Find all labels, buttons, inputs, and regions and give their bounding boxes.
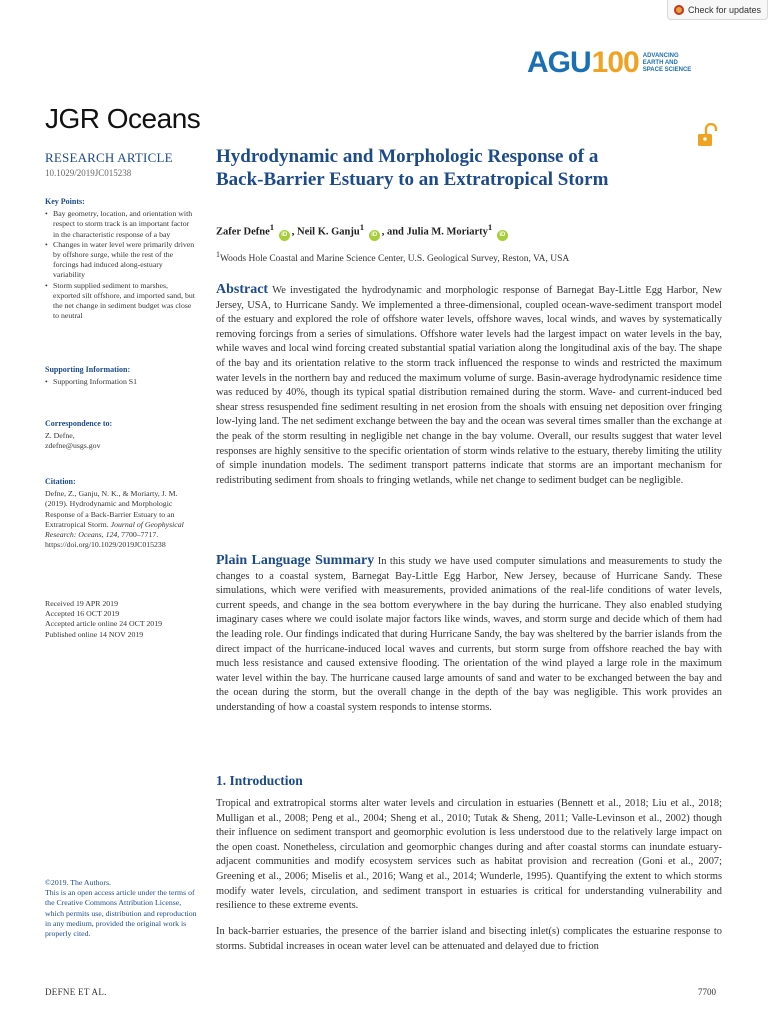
correspondence-heading: Correspondence to: xyxy=(45,419,113,428)
agu-100-logo xyxy=(527,48,691,78)
agu-tagline-line: EARTH AND xyxy=(642,59,678,66)
check-for-updates-button[interactable] xyxy=(667,0,768,20)
key-point-item: • Bay geometry, location, and orientation with respect to storm track is an important factor in the characteristic response of a bay xyxy=(53,209,195,240)
author-name: Zafer Defne xyxy=(216,226,270,238)
supporting-information-section xyxy=(45,365,195,387)
date-accepted: Accepted 16 OCT 2019 xyxy=(45,609,120,619)
citation-main: Defne, Z., Ganju, N. K., & Moriarty, J. M. (2019). Hydrodynamic and Morphologic Response of a Back-Barrier Estuary to an Extratropical Storm. xyxy=(45,489,178,529)
citation-section xyxy=(45,477,193,550)
agu-logo-tagline xyxy=(643,53,692,74)
date-published: Published online 14 NOV 2019 xyxy=(45,629,144,639)
license-text: This is an open access article under the terms of the Creative Commons Attribution License, which permits use, distribution and reproduction in any medium, provided the original work is properly cited. xyxy=(45,888,197,939)
abstract-heading: Abstract xyxy=(216,282,269,297)
introduction-paragraph: In back-barrier estuaries, the presence of the barrier island and bisecting inlet(s) complicates the estuarine response to storms. Subtidal increases in ocean water level can be attenuated and delayed due to friction xyxy=(216,926,722,952)
author-affiliation-sup: 1 xyxy=(487,222,493,232)
author-name: , and Julia M. Moriarty xyxy=(381,226,488,238)
affiliation-text: Woods Hole Coastal and Marine Science Center, U.S. Geological Survey, Reston, VA, USA xyxy=(219,254,570,265)
article-title: Hydrodynamic and Morphologic Response of a Back-Barrier Estuary to an Extratropical Storm xyxy=(216,146,609,190)
page-number: 7700 xyxy=(698,987,716,997)
plain-language-summary-text: In this study we have used computer simulations and measurements to study the changes to a coastal system, Barnegat Bay-Little Egg Harbor, New Jersey, because of Hurricane Sandy. These simulations, which were verified with measurements, provided animations of the real-life conditions of water levels, current speeds, and change in the sea bottom everywhere in the bay during the hurricane. They also enabled studying imaginary cases where we could isolate major factors like winds, waves, and storm surge and decide which of them had the leading role. Our findings indicated that during Hurricane Sandy, the bay was sheltered by the barrier islands from the direct impact of the hurricane-induced local waves and currents, but storm surge from offshore reached the bay with much less resistance and caused extensive flooding. The orientation of the wind played a large role in the maximum water level within the bay. The hurricane caused large amounts of sand and water to be exchanged between the bay and the ocean during the storm, but the overall change in the depth of the bay was negligible. This work provides an understanding of how a coastal system responds to intense storms. xyxy=(216,556,722,713)
author-list xyxy=(216,222,722,241)
agu-logo-100: 100 xyxy=(591,46,639,79)
agu-tagline-line: ADVANCING xyxy=(642,52,679,59)
citation-pages-doi: , 7700–7717. https://doi.org/10.1029/2019JC015238 xyxy=(45,530,166,550)
orcid-icon[interactable]: iD xyxy=(369,230,380,241)
article-dates xyxy=(45,599,195,640)
supporting-information-link[interactable]: • Supporting Information S1 xyxy=(53,377,195,387)
plain-language-summary-heading: Plain Language Summary xyxy=(216,553,375,568)
author-name: , Neil K. Ganju xyxy=(291,226,360,238)
introduction-heading: 1. Introduction xyxy=(216,773,303,788)
supporting-information-heading: Supporting Information: xyxy=(45,365,131,374)
correspondence-email[interactable]: zdefne@usgs.gov xyxy=(45,441,101,451)
open-access-lock-icon xyxy=(697,123,719,147)
abstract-text: We investigated the hydrodynamic and morphologic response of Barnegat Bay-Little Egg Harbor, New Jersey, USA, to Hurricane Sandy. We implemented a three-dimensional, coupled ocean-wave-sediment transport model of the estuary and explored the role of offshore water levels, offshore waves, local winds, and waves by systematically removing forcings from a series of simulations. Offshore water levels had the largest impact on water levels in the bay, while waves and local wind forcing created substantial spatial variation along the longitudinal axis of the bay. The shape of the bay and its orientation relative to the storm track influenced the response to winds and restricted the maximum water levels in the northern bay and reduced the maximum volume of surge. Basin-average hydrodynamic residence time was reduced by 40%, though its typical spatial distribution remained during the storm. Wave- and current-induced bed shear stress resuspended fine sediment resulting in net erosion from the shoals with ensuing net deposition over fringing low-lying land. The net sediment exchange between the bay and the ocean was several times smaller than the exchange at the peak of the storm resulting in negligible net change in the bay volume. Overall, our results suggest that water level responses are highly sensitive to the specific orientation of storm winds relative to the estuary, thereby limiting the utility of simple inundation models. The sediment transport patterns indicate that storms are an important mechanism for redistributing sediment from shoals to fringing wetlands, while net change to sediment budget can be negligible. xyxy=(216,285,722,486)
citation-heading: Citation: xyxy=(45,477,76,486)
author-affiliation-sup: 1 xyxy=(269,222,275,232)
key-points-heading: Key Points: xyxy=(45,197,85,206)
author-affiliation-sup: 1 xyxy=(359,222,365,232)
footer-authors: DEFNE ET AL. xyxy=(45,987,107,997)
correspondence-name: Z. Defne, xyxy=(45,431,75,441)
orcid-icon[interactable]: iD xyxy=(497,230,508,241)
agu-tagline-line: SPACE SCIENCE xyxy=(642,66,692,73)
citation-journal: Journal of Geophysical Research: Oceans xyxy=(45,519,184,540)
citation-text xyxy=(45,489,193,550)
check-updates-label: Check for updates xyxy=(688,4,762,15)
correspondence-section xyxy=(45,419,195,452)
key-point-item: • Changes in water level were primarily driven by offshore surge, while the rest of the forcings had induced along-estuary variability xyxy=(53,240,195,281)
key-points-section xyxy=(45,197,195,321)
citation-sep: , xyxy=(101,530,106,540)
affiliation xyxy=(216,250,722,264)
copyright-notice xyxy=(45,878,197,939)
date-accepted-online: Accepted article online 24 OCT 2019 xyxy=(45,619,162,629)
article-type-label: RESEARCH ARTICLE xyxy=(45,150,173,165)
date-received: Received 19 APR 2019 xyxy=(45,599,118,608)
check-updates-icon xyxy=(674,5,684,15)
key-point-item: • Storm supplied sediment to marshes, exported silt offshore, and imported sand, but the net change in sediment budget was close to neutral xyxy=(53,281,195,322)
abstract-section xyxy=(216,283,722,488)
agu-logo-mark: AGU xyxy=(527,46,591,79)
plain-language-summary-section xyxy=(216,554,722,716)
journal-name: JGR Oceans xyxy=(45,103,201,134)
affiliation-sup: 1 xyxy=(216,250,220,259)
article-doi: 10.1029/2019JC015238 xyxy=(45,168,132,178)
introduction-paragraph: Tropical and extratropical storms alter water levels and circulation in estuaries (Bennett et al., 2018; Liu et al., 2018; Mulligan et al., 2008; Peng et al., 2004; Sheng et al., 2010; Tutak & Sheng, 2011; Valle-Levinson et al., 2002) though their influence on sediment transport and geomorphic evolution is less understood due to the relatively large impact on the open coast. Nonetheless, circulation and geomorphic changes during and after coastal storms can inundate estuary-adjacent communities and modify ecosystem services such as habitat provision and recreation (Goni et al., 2007; Greening et al., 2006; Miselis et al., 2016; Wang et al., 2014; Wunderle, 1995). Quantifying the extent to which storms modify water levels, circulation, and sediment transport in estuaries is critical for understanding vulnerability and resilience to these extreme events. xyxy=(216,798,722,912)
copyright-line: ©2019. The Authors. xyxy=(45,878,111,887)
citation-volume: 124 xyxy=(105,530,118,540)
orcid-icon[interactable]: iD xyxy=(279,230,290,241)
